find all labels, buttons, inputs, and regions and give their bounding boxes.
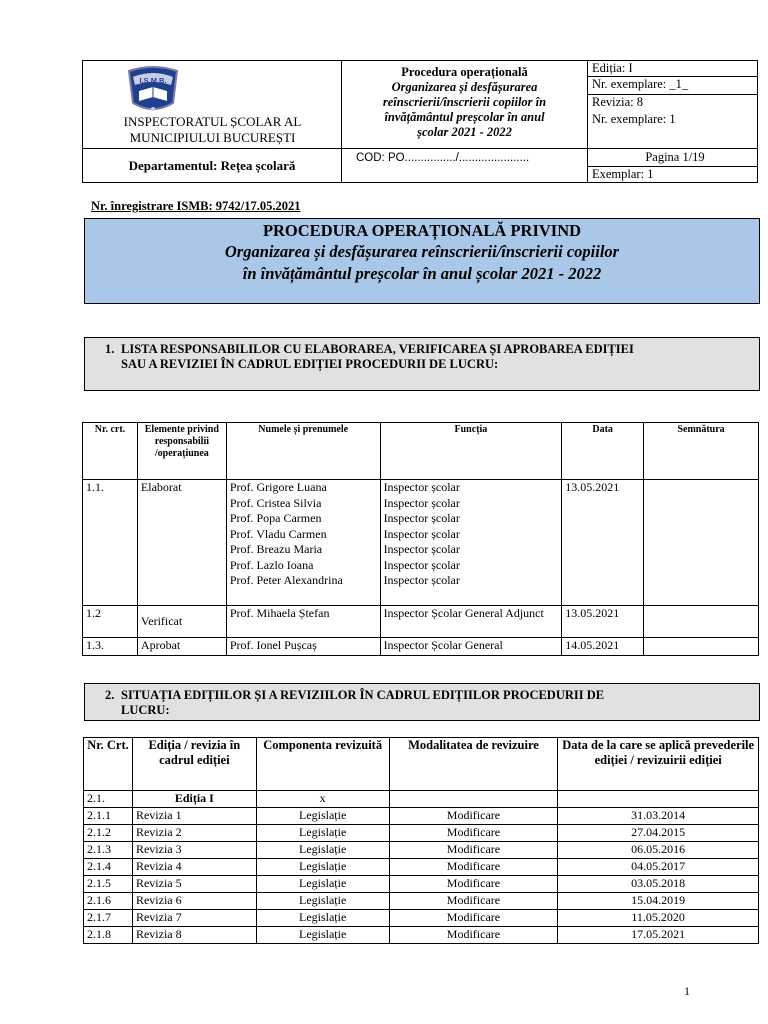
nr-exemplare-line: Nr. exemplare: _1_: [588, 77, 758, 95]
table-header-row: Nr. Crt. Ediția / revizia în cadrul ediției Componenta revizuită Modalitatea de revizuire Data de la care se aplică prevederile ediției / revizuirii ediției: [84, 738, 759, 791]
table-row: 2.1.1 Revizia 1 Legislație Modificare 31.03.2014: [84, 808, 759, 825]
procedure-subtitle-line: școlar 2021 - 2022: [417, 125, 512, 139]
procedure-title: Procedura operațională: [401, 65, 528, 79]
document-title: PROCEDURA OPERAȚIONALĂ PRIVIND: [262, 221, 582, 240]
table-row: 1.3. Aprobat Prof. Ionel Pușcaș Inspector Școlar General 14.05.2021: [83, 638, 759, 656]
table-row: 2.1.4 Revizia 4 Legislație Modificare 04.05.2017: [84, 859, 759, 876]
document-title-box: [84, 218, 760, 304]
registration-number: Nr. înregistrare ISMB: 9742/17.05.2021: [91, 199, 301, 213]
logo-text: I.S.M.B.: [139, 76, 167, 85]
section-1-heading: 1. LISTA RESPONSABILILOR CU ELABORAREA, VERIFICAREA ȘI APROBAREA EDIȚIEI SAU A REVIZIEI ÎN CADRUL EDIȚIEI PROCEDURII DE LUCRU:: [84, 337, 760, 391]
editia-line: Ediția: I: [588, 61, 758, 77]
procedure-title-cell: [342, 61, 588, 149]
edition-info-cell: [588, 61, 758, 183]
procedure-subtitle-line: învățământul preșcolar în anul: [384, 110, 545, 124]
section-2-heading: 2. SITUAȚIA EDIȚIILOR ȘI A REVIZIILOR ÎN CADRUL EDIȚIILOR PROCEDURII DE LUCRU:: [84, 683, 760, 721]
table-row: 2.1.7 Revizia 7 Legislație Modificare 11.05.2020: [84, 910, 759, 927]
cod-cell: COD: PO................/......................: [342, 149, 588, 183]
department-cell: Departamentul: Rețea școlară: [83, 149, 342, 183]
procedure-subtitle-line: reînscrierii/înscrierii copiilor în: [382, 95, 547, 109]
document-subtitle-line: în învățământul preșcolar în anul școlar 2021 - 2022: [242, 264, 602, 283]
table-row: 2.1.8 Revizia 8 Legislație Modificare 17.05.2021: [84, 927, 759, 944]
table-row: 2.1.3 Revizia 3 Legislație Modificare 06.05.2016: [84, 842, 759, 859]
exemplar-line: Exemplar: 1: [592, 167, 654, 181]
institution-cell: [83, 61, 342, 149]
editions-table: [83, 737, 759, 944]
nr-exemplare-line: Nr. exemplare: 1: [588, 112, 758, 149]
table-row: 1.1. Elaborat Prof. Grigore Luana Prof. Cristea Silvia Prof. Popa Carmen Prof. Vladu Carmen Prof. Breazu Maria Prof. Lazlo Ioana Prof. Peter Alexandrina Inspector școlar Inspector școlar Inspector școlar Inspector școlar Inspector școlar Inspector școlar Inspector școlar 13.05.2021: [83, 480, 759, 606]
procedure-subtitle-line: Organizarea și desfășurarea: [391, 80, 538, 94]
document-subtitle-line: Organizarea și desfășurarea reînscrierii/înscrierii copiilor: [224, 242, 620, 261]
header-table: [82, 60, 758, 183]
table-row: 2.1. Ediția I x: [84, 791, 759, 808]
institution-name: INSPECTORATUL ȘCOLAR AL MUNICIPIULUI BUCUREȘTI: [123, 114, 302, 145]
table-row: 2.1.2 Revizia 2 Legislație Modificare 27.04.2015: [84, 825, 759, 842]
table-row: 1.2 Verificat Prof. Mihaela Ștefan Inspector Școlar General Adjunct 13.05.2021: [83, 606, 759, 638]
ismb-logo-icon: [121, 65, 185, 115]
revizia-line: Revizia: 8: [592, 95, 644, 109]
table-row: 2.1.5 Revizia 5 Legislație Modificare 03.05.2018: [84, 876, 759, 893]
table-row: 2.1.6 Revizia 6 Legislație Modificare 15.04.2019: [84, 893, 759, 910]
table-header-row: Nr. crt. Elemente privind responsabilii /operațiunea Numele și prenumele Funcția Data Semnătura: [83, 423, 759, 480]
responsibles-table: [82, 422, 759, 656]
page-number: 1: [684, 984, 690, 998]
page-count-line: Pagina 1/19: [588, 149, 758, 167]
